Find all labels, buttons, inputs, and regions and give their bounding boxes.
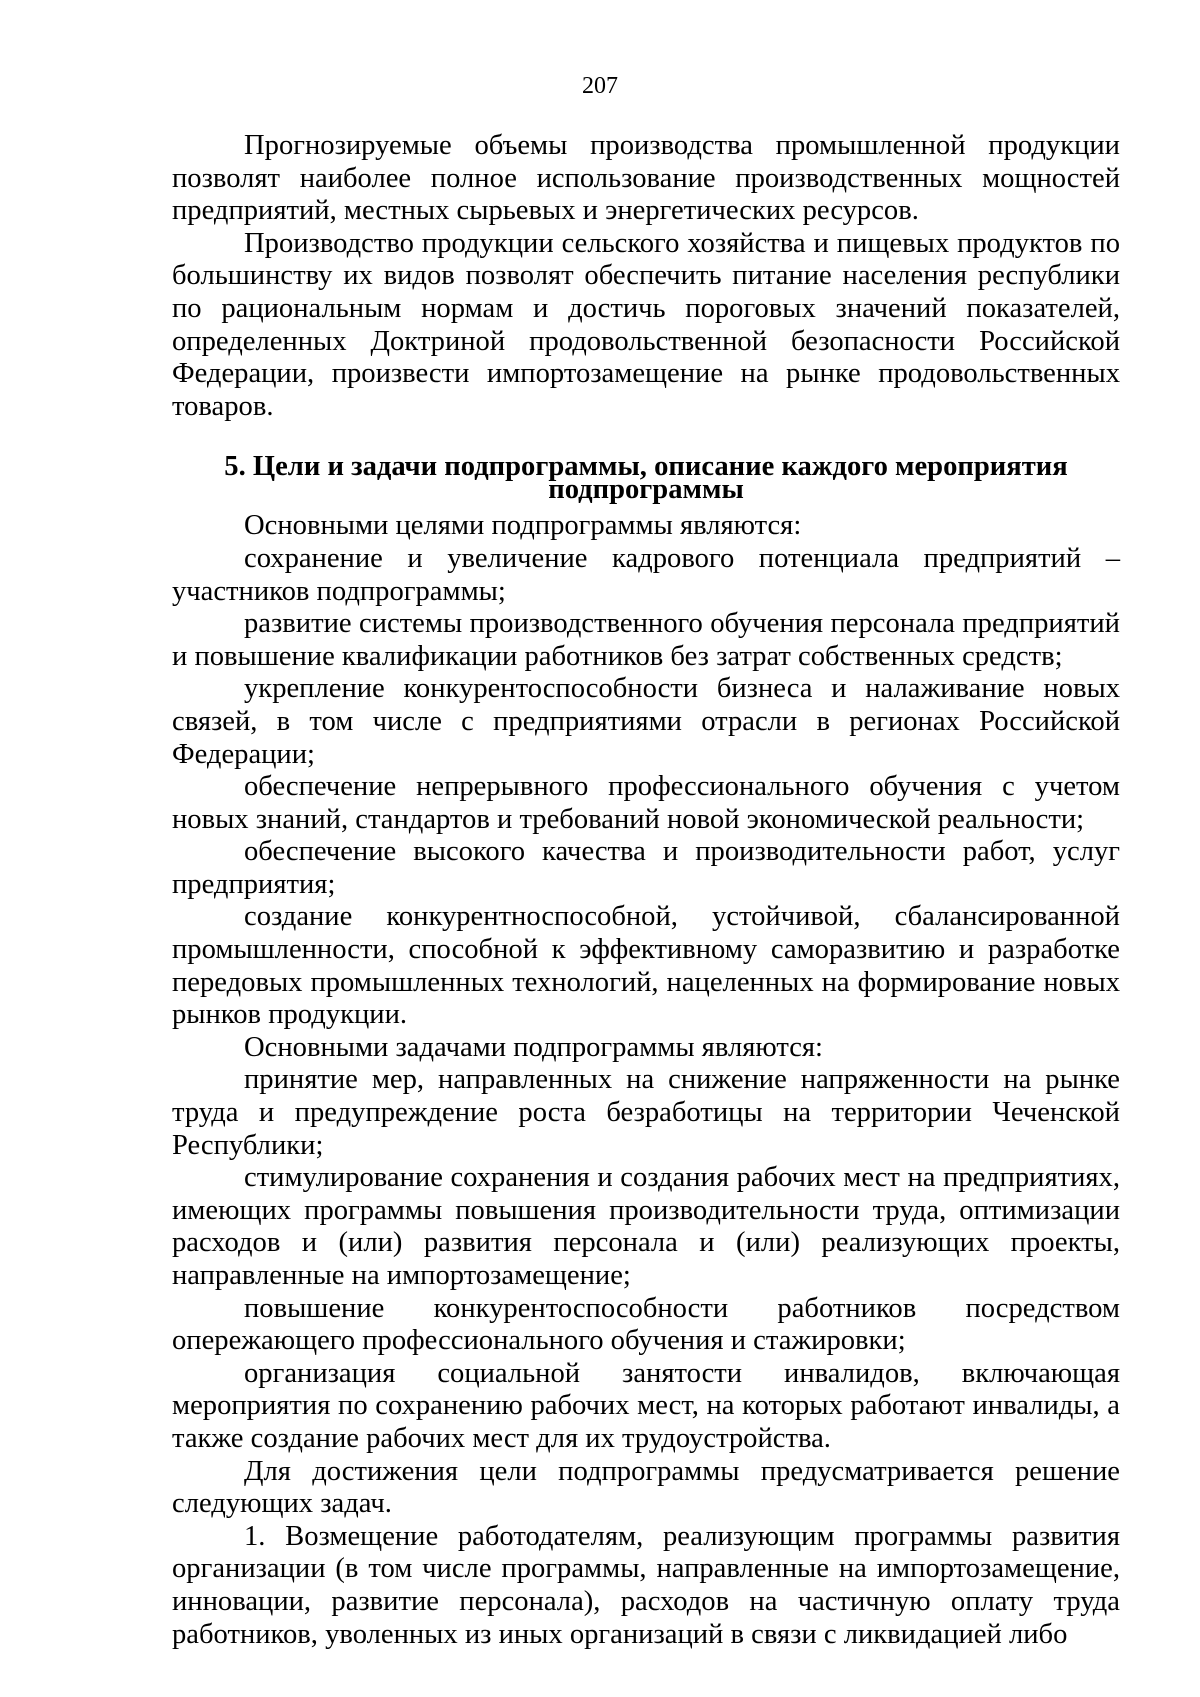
- section-heading: [172, 451, 1120, 506]
- section-heading-line: подпрограммы: [548, 474, 744, 506]
- list-item: обеспечение непрерывного профессионального обучения с учетом новых знаний, стандартов и требований новой экономической реальности;: [172, 771, 1120, 835]
- list-item: организация социальной занятости инвалидов, включающая мероприятия по сохранению рабочих мест, на которых работают инвалиды, а также создание рабочих мест для их трудоустройства.: [172, 1357, 1120, 1454]
- page-number: 207: [582, 73, 618, 99]
- paragraph: 1. Возмещение работодателям, реализующим программы развития организации (в том числе программы, направленные на импортозамещение, инновации, развитие персонала), расходов на частичную оплату труда работников, уволенных из иных организаций в связи с ликвидацией либо: [172, 1520, 1120, 1650]
- list-item: сохранение и увеличение кадрового потенциала предприятий – участников подпрограммы;: [172, 542, 1120, 607]
- list-item: обеспечение высокого качества и производительности работ, услуг предприятия;: [172, 836, 1120, 900]
- list-item: развитие системы производственного обучения персонала предприятий и повышение квалификации работников без затрат собственных средств;: [172, 608, 1120, 672]
- paragraph: Прогнозируемые объемы производства промышленной продукции позволят наиболее полное использование производственных мощностей предприятий, местных сырьевых и энергетических ресурсов.: [172, 130, 1120, 227]
- list-item: повышение конкурентоспособности работников посредством опережающего профессионального обучения и стажировки;: [172, 1292, 1120, 1357]
- document-body: [172, 130, 1120, 1651]
- paragraph: Основными задачами подпрограммы являются:: [244, 1031, 823, 1063]
- list-item: укрепление конкурентоспособности бизнеса и налаживание новых связей, в том числе с предприятиями отрасли в регионах Российской Федерации;: [172, 673, 1120, 770]
- paragraph: Производство продукции сельского хозяйства и пищевых продуктов по большинству их видов позволят обеспечить питание населения республики по рациональным нормам и достичь пороговых значений показателей, определенных Доктриной продовольственной безопасности Российской Федерации, произвести импортозамещение на рынке продовольственных товаров.: [172, 227, 1120, 422]
- section-heading-line: 5. Цели и задачи подпрограммы, описание каждого мероприятия: [224, 451, 1068, 483]
- list-item: принятие мер, направленных на снижение напряженности на рынке труда и предупреждение роста безработицы на территории Чеченской Республики;: [172, 1064, 1120, 1161]
- paragraph: Основными целями подпрограммы являются:: [244, 510, 802, 542]
- paragraph: Для достижения цели подпрограммы предусматривается решение следующих задач.: [172, 1455, 1120, 1520]
- list-item: создание конкурентноспособной, устойчивой, сбалансированной промышленности, способной к эффективному саморазвитию и разработке передовых промышленных технологий, нацеленных на формирование новых рынков продукции.: [172, 901, 1120, 1031]
- list-item: стимулирование сохранения и создания рабочих мест на предприятиях, имеющих программы повышения производительности труда, оптимизации расходов и (или) развития персонала и (или) реализующих проекты, направленные на импортозамещение;: [172, 1162, 1120, 1291]
